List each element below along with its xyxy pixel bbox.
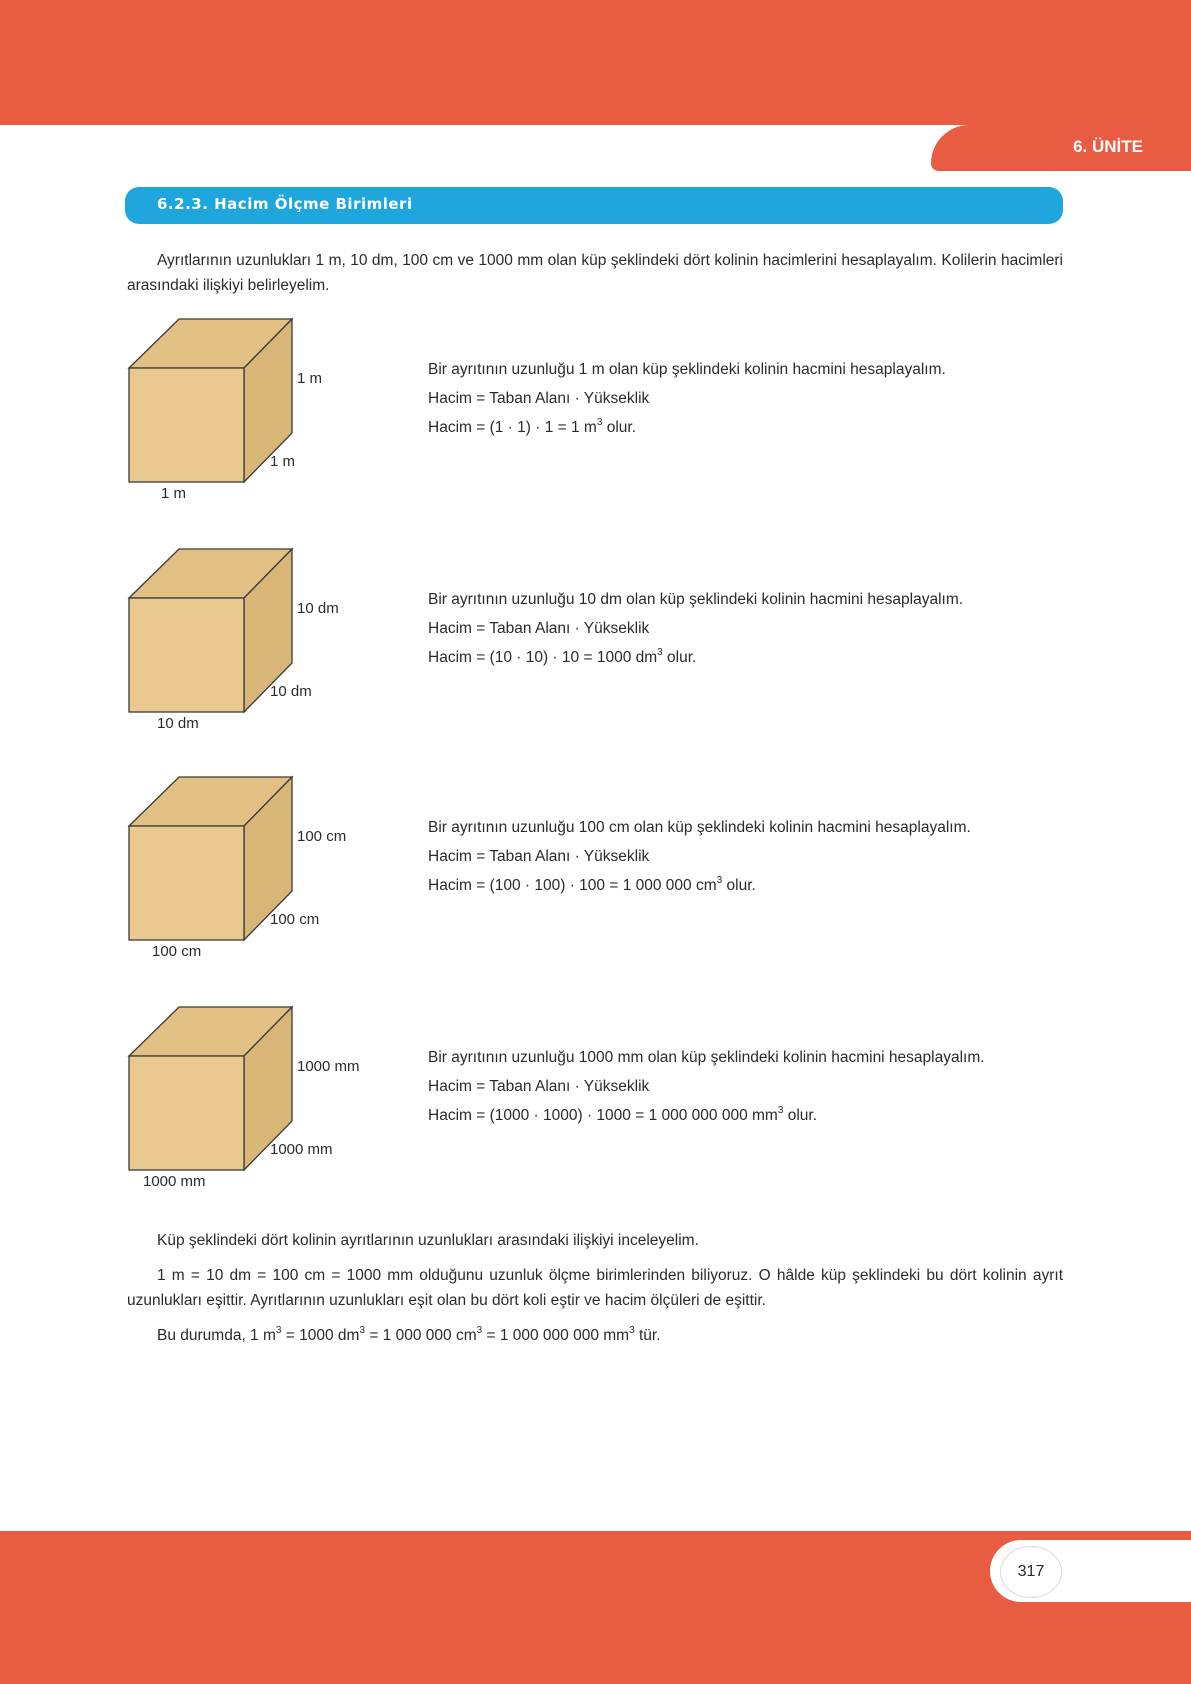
cube-explanation-3 [398,815,1063,898]
page-number: 317 [1000,1546,1062,1598]
volume-formula: Hacim = Taban Alanı · Yükseklik [428,620,650,637]
cube-width-label: 1000 mm [143,1173,206,1190]
volume-formula: Hacim = Taban Alanı · Yükseklik [428,390,650,407]
cube-drawing [127,535,387,735]
cube-figure-3 [127,763,387,963]
cube-drawing [127,763,387,963]
section-title: 6.2.3. Hacim Ölçme Birimleri [157,195,413,213]
cube-figure-4 [127,993,387,1193]
volume-calculation: Hacim = (10 · 10) · 10 = 1000 $dm^3$ olur. [428,647,697,666]
cube-depth-label: 100 cm [270,911,320,928]
cube-explanation-4 [398,1045,1063,1128]
cube-height-label: 10 dm [297,600,339,617]
cube-height-label: 100 cm [297,828,347,845]
conclusion-paragraph-2: 1 m = 10 dm = 100 cm = 1000 mm olduğunu uzunluk ölçme birimlerinden biliyoruz. O hâlde küp şeklindeki bu dört kolinin ayrıt uzunlukları eşittir. Ayrıtlarının uzunlukları eşit olan bu dört koli eştir ve hacim ölçüleri de eşittir. [127,1267,1063,1309]
conclusion-section [127,1228,1063,1358]
conclusion-paragraph-1: Küp şeklindeki dört kolinin ayrıtlarının uzunlukları arasındaki ilişkiyi inceleyelim. [157,1232,699,1249]
volume-calculation: Hacim = (1000 · 1000) · 1000 = 1 000 000 000 $mm^3$ olur. [428,1105,817,1124]
unit-label: 6. ÜNİTE [1073,137,1143,156]
cube-description: Bir ayrıtının uzunluğu 10 dm olan küp şeklindeki kolinin hacmini hesaplayalım. [428,591,964,608]
volume-formula: Hacim = Taban Alanı · Yükseklik [428,848,650,865]
cube-explanation-2 [398,587,1063,670]
conclusion-equality: Bu durumda, 1 $m^3 = 1000$ $dm^3 = 1$ 000 000 $cm^3 = 1$ 000 000 000 $mm^3$ tür. [157,1325,661,1344]
unit-tab [931,125,1191,171]
cube-depth-label: 1000 mm [270,1141,333,1158]
volume-formula: Hacim = Taban Alanı · Yükseklik [428,1078,650,1095]
intro-paragraph: Ayrıtlarının uzunlukları 1 m, 10 dm, 100 cm ve 1000 mm olan küp şeklindeki dört kolinin hacimlerini hesaplayalım. Kolilerin hacimleri arasındaki ilişkiyi belirleyelim. [127,252,1063,294]
cube-depth-label: 10 dm [270,683,312,700]
cube-explanation-1 [398,357,1063,440]
cube-description: Bir ayrıtının uzunluğu 1000 mm olan küp şeklindeki kolinin hacmini hesaplayalım. [428,1049,985,1066]
cube-description: Bir ayrıtının uzunluğu 100 cm olan küp şeklindeki kolinin hacmini hesaplayalım. [428,819,971,836]
volume-calculation: Hacim = (100 · 100) · 100 = 1 000 000 $cm^3$ olur. [428,875,756,894]
cube-figure-1 [127,305,387,505]
cube-figure-2 [127,535,387,735]
volume-calculation: Hacim = (1 · 1) · 1 = 1 $m^3$ olur. [428,417,636,436]
cube-width-label: 1 m [161,485,187,502]
top-color-band [0,0,1191,125]
cube-width-label: 10 dm [157,715,199,732]
cube-description: Bir ayrıtının uzunluğu 1 m olan küp şeklindeki kolinin hacmini hesaplayalım. [428,361,946,378]
cube-height-label: 1000 mm [297,1058,360,1075]
cube-height-label: 1 m [297,370,323,387]
section-title-bar [125,187,1063,224]
cube-drawing [127,305,387,505]
cube-drawing [127,993,387,1193]
cube-width-label: 100 cm [152,943,202,960]
cube-depth-label: 1 m [270,453,296,470]
